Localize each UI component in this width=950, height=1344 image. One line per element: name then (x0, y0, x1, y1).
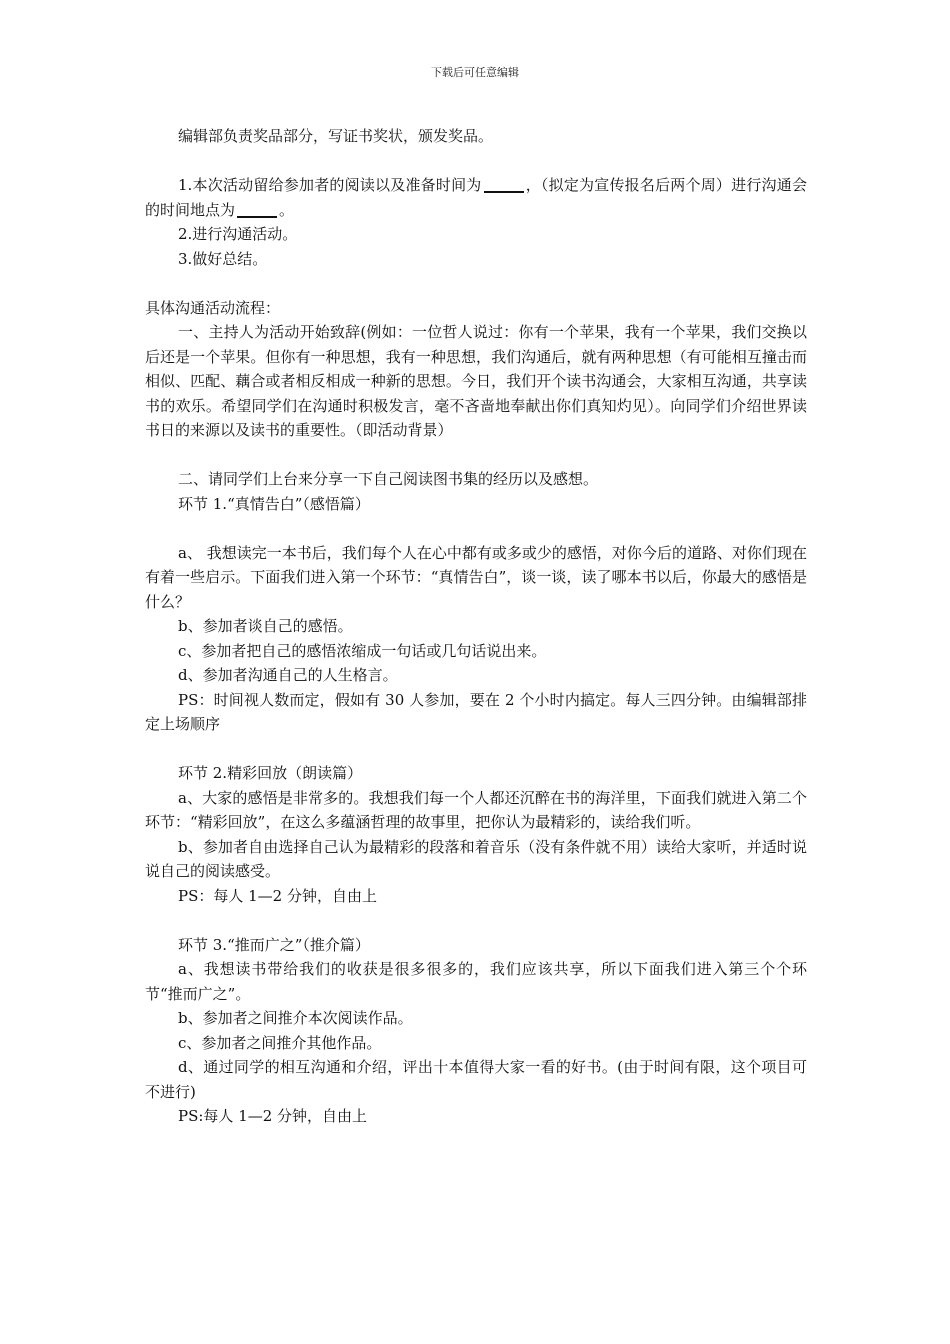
section-1-item-b: b、参加者谈自己的感悟。 (178, 617, 353, 635)
spacer (145, 908, 807, 933)
awards-paragraph: 编辑部负责奖品部分，写证书奖状，颁发奖品。 (178, 127, 494, 145)
spacer (145, 516, 807, 541)
flow-title: 具体沟通活动流程： (145, 298, 281, 317)
item-3: 3.做好总结。 (178, 249, 268, 268)
item-1-text-a: 1.本次活动留给参加者的阅读以及准备时间为 (178, 176, 482, 194)
item-1-text-b: ，（拟定为宣传报名后两个周）进行沟通会的时间地点为 (145, 176, 807, 219)
fill-blank-reading-time (484, 176, 524, 193)
section-3-item-a: a、我想读书带给我们的收获是很多很多的，我们应该共享，所以下面我们进入第三个个环节“推而广之”。 (145, 960, 807, 1003)
section-1-title: 环节 1.“真情告白”（感悟篇） (178, 494, 370, 513)
spacer (145, 443, 807, 468)
section-3-item-d: d、通过同学的相互沟通和介绍，评出十本值得大家一看的好书。(由于时间有限，这个项目可不进行) (145, 1058, 807, 1101)
step-2-paragraph: 二、请同学们上台来分享一下自己阅读图书集的经历以及感想。 (178, 470, 599, 488)
document-body (145, 124, 807, 1129)
spacer (145, 737, 807, 762)
section-1-item-a: a、 我想读完一本书后，我们每个人在心中都有或多或少的感悟，对你今后的道路、对你们现在有着一些启示。下面我们进入第一个环节：“真情告白”，谈一谈，读了哪本书以后，你最大的感悟是什么？ (145, 543, 807, 611)
section-1-item-d: d、参加者沟通自己的人生格言。 (178, 666, 398, 684)
step-1-paragraph: 一、主持人为活动开始致辞(例如：一位哲人说过：你有一个苹果，我有一个苹果，我们交换以后还是一个苹果。但你有一种思想，我有一种思想，我们沟通后，就有两种思想（有可能相互撞击而相似、匹配、藕合或者相反相成一种新的思想。今日，我们开个读书沟通会，大家相互沟通，共享读书的欢乐。希望同学们在沟通时积极发言，毫不吝啬地奉献出你们真知灼见）。向同学们介绍世界读书日的来源以及读书的重要性。（即活动背景） (145, 323, 807, 439)
section-2-title: 环节 2.精彩回放（朗读篇） (178, 764, 363, 782)
section-3-ps: PS:每人 1—2 分钟，自由上 (178, 1107, 368, 1125)
item-2: 2.进行沟通活动。 (178, 225, 298, 243)
spacer (145, 271, 807, 296)
item-1 (145, 173, 807, 222)
spacer (145, 149, 807, 174)
section-3-title: 环节 3.“推而广之”（推介篇） (178, 935, 370, 954)
section-2-ps: PS：每人 1—2 分钟，自由上 (178, 886, 377, 905)
section-1-item-c: c、参加者把自己的感悟浓缩成一句话或几句话说出来。 (178, 641, 547, 660)
section-1-ps: PS：时间视人数而定，假如有 30 人参加，要在 2 个小时内搞定。每人三四分钟。由编辑部排定上场顺序 (145, 690, 807, 733)
section-3-item-b: b、参加者之间推介本次阅读作品。 (178, 1009, 413, 1027)
fill-blank-venue (237, 201, 277, 218)
item-1-text-c: 。 (279, 200, 295, 219)
section-2-item-a: a、大家的感悟是非常多的。我想我们每一个人都还沉醉在书的海洋里，下面我们就进入第二个环节：“精彩回放”，在这么多蕴涵哲理的故事里，把你认为最精彩的，读给我们听。 (145, 788, 807, 831)
section-2-item-b: b、参加者自由选择自己认为最精彩的段落和着音乐（没有条件就不用）读给大家听，并适时说说自己的阅读感受。 (145, 837, 807, 880)
section-3-item-c: c、参加者之间推介其他作品。 (178, 1033, 382, 1052)
page-header: 下载后可任意编辑 (431, 66, 519, 79)
